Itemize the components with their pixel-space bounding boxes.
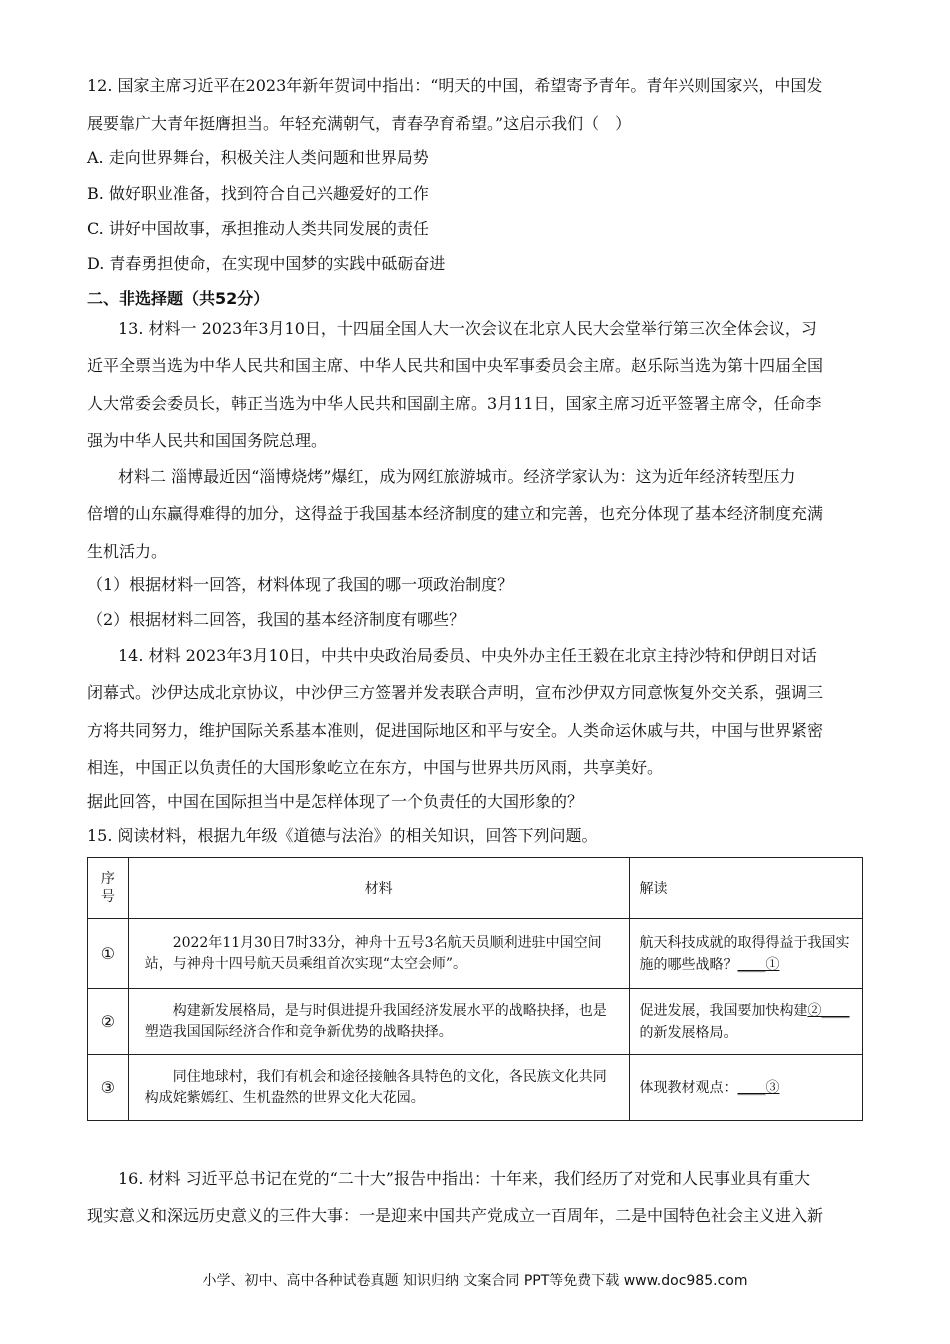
header-interpret: 解读 — [629, 858, 863, 919]
q13-m2-line-1: 材料二 淄博最近因“淄博烧烤”爆红，成为网红旅游城市。经济学家认为：这为近年经济转型压力 — [118, 467, 796, 486]
q13-m2-line-2: 倍增的山东赢得难得的加分，这得益于我国基本经济制度的建立和完善，也充分体现了基本经济制度充满 — [87, 504, 824, 523]
q13-question-2: （2）根据材料二回答，我国的基本经济制度有哪些？ — [87, 610, 466, 629]
answer-blank-2[interactable]: ②____ — [807, 1002, 850, 1019]
q12-option-d: D. 青春勇担使命，在实现中国梦的实践中砥砺奋进 — [87, 254, 446, 273]
q14-line-3: 方将共同努力，维护国际关系基本准则，促进国际地区和平与安全。人类命运休戚与共，中国与世界紧密 — [87, 721, 824, 740]
header-number-line-2: 号 — [100, 889, 115, 905]
table-header-row — [88, 858, 863, 919]
row-interpret — [629, 1055, 863, 1121]
section-heading: 二、非选择题（共52分） — [87, 289, 270, 308]
row-number: ② — [88, 989, 129, 1055]
q13-m1-line-4: 强为中华人民共和国国务院总理。 — [87, 431, 328, 450]
interpret-tail: 的新发展格局。 — [639, 1024, 738, 1041]
interpret-text: 体现教材观点： — [639, 1079, 738, 1096]
q13-m1-line-1: 13. 材料一 2023年3月10日，十四届全国人大一次会议在北京人民大会堂举行第三次全体会议，习 — [118, 319, 817, 338]
row-interpret — [629, 919, 863, 989]
answer-blank-1[interactable]: ____① — [737, 956, 780, 973]
q14-line-2: 闭幕式。沙伊达成北京协议，中沙伊三方签署并发表联合声明，宣布沙伊双方同意恢复外交关系，强调三 — [87, 683, 824, 702]
q12-line-2: 展要靠广大青年挺膺担当。年轻充满朝气，青春孕育希望。”这启示我们（ ） — [87, 114, 632, 133]
table-row — [88, 919, 863, 989]
q12-option-a: A. 走向世界舞台，积极关注人类问题和世界局势 — [87, 148, 429, 167]
q15-table — [87, 857, 863, 1121]
q16-line-2: 现实意义和深远历史意义的三件大事：一是迎来中国共产党成立一百周年，二是中国特色社会主义进入新 — [87, 1206, 824, 1225]
q13-m1-line-3: 人大常委会委员长，韩正当选为中华人民共和国副主席。3月11日，国家主席习近平签署主席令，任命李 — [87, 394, 822, 413]
row-material: 构建新发展格局，是与时俱进提升我国经济发展水平的战略抉择，也是塑造我国国际经济合作和竞争新优势的战略抉择。 — [128, 989, 629, 1055]
q13-m2-line-3: 生机活力。 — [87, 542, 168, 561]
q12-option-c: C. 讲好中国故事，承担推动人类共同发展的责任 — [87, 219, 429, 238]
q12-line-1: 12. 国家主席习近平在2023年新年贺词中指出：“明天的中国，希望寄予青年。青年兴则国家兴，中国发 — [87, 76, 823, 95]
header-number — [88, 858, 129, 919]
row-interpret — [629, 989, 863, 1055]
q13-question-1: （1）根据材料一回答，材料体现了我国的哪一项政治制度？ — [87, 575, 514, 594]
row-number: ③ — [88, 1055, 129, 1121]
header-material: 材料 — [128, 858, 629, 919]
header-number-line-1: 序 — [100, 871, 115, 887]
q14-line-1: 14. 材料 2023年3月10日，中共中央政治局委员、中央外办主任王毅在北京主持沙特和伊朗日对话 — [118, 646, 817, 665]
table-row — [88, 989, 863, 1055]
row-material: 同住地球村，我们有机会和途径接触各具特色的文化，各民族文化共同构成姹紫嫣红、生机盎然的世界文化大花园。 — [128, 1055, 629, 1121]
q14-line-4: 相连，中国正以负责任的大国形象屹立在东方，中国与世界共历风雨，共享美好。 — [87, 758, 664, 777]
answer-blank-3[interactable]: ____③ — [737, 1079, 780, 1096]
row-material: 2022年11月30日7时33分，神舟十五号3名航天员顺利进驻中国空间站，与神舟十四号航天员乘组首次实现“太空会师”。 — [128, 919, 629, 989]
q13-m1-line-2: 近平全票当选为中华人民共和国主席、中华人民共和国中央军事委员会主席。赵乐际当选为第十四届全国 — [87, 356, 824, 375]
row-number: ① — [88, 919, 129, 989]
q12-option-b: B. 做好职业准备，找到符合自己兴趣爱好的工作 — [87, 184, 429, 203]
interpret-text: 航天科技成就的取得得益于我国实施的哪些战略？ — [639, 934, 850, 973]
table-row — [88, 1055, 863, 1121]
interpret-text: 促进发展，我国要加快构建 — [639, 1002, 808, 1019]
q16-line-1: 16. 材料 习近平总书记在党的“二十大”报告中指出：十年来，我们经历了对党和人民事业具有重大 — [118, 1169, 810, 1188]
q14-question: 据此回答，中国在国际担当中是怎样体现了一个负责任的大国形象的？ — [87, 792, 584, 811]
footer-banner: 小学、初中、高中各种试卷真题 知识归纳 文案合同 PPT等免费下载 www.doc985.com — [202, 1273, 748, 1289]
q15-intro: 15. 阅读材料，根据九年级《道德与法治》的相关知识，回答下列问题。 — [87, 826, 598, 845]
